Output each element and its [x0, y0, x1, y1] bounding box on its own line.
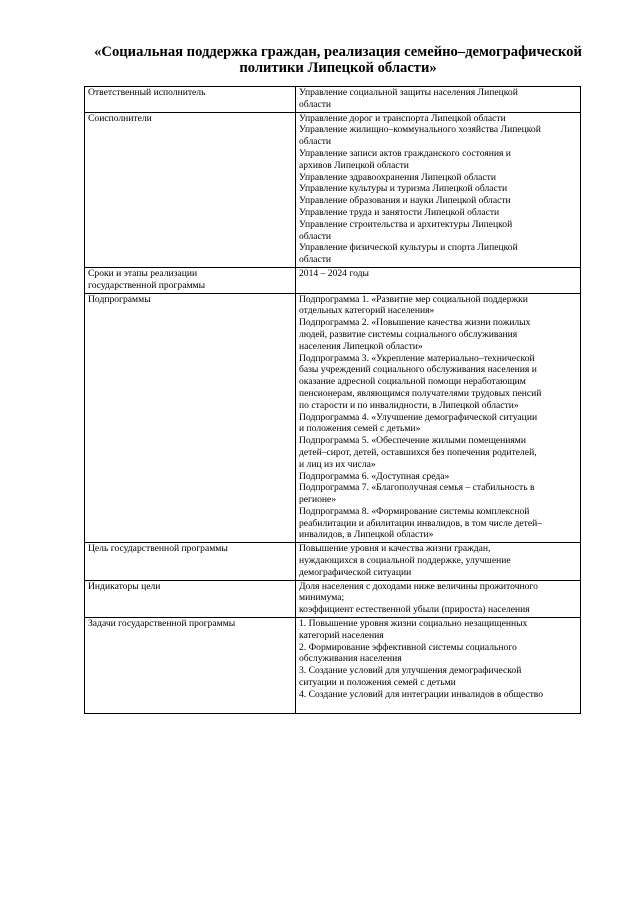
row-label-line: Ответственный исполнитель — [88, 87, 206, 98]
row-value-line: Управление труда и занятости Липецкой области — [299, 206, 500, 218]
row-value-line: регионе» — [299, 494, 337, 506]
row-value-line: населения Липецкой области» — [299, 340, 423, 352]
row-value-line: Повышение уровня и качества жизни граждан, — [299, 543, 491, 555]
row-value-line: реабилитации и абилитации инвалидов, в том числе детей– — [299, 517, 543, 529]
row-value-line: архивов Липецкой области — [299, 159, 409, 171]
row-label-cell — [85, 293, 296, 543]
row-value-cell — [296, 267, 581, 293]
table-row — [85, 87, 581, 113]
row-value-line: Управление культуры и туризма Липецкой области — [299, 183, 508, 195]
row-label-cell — [85, 112, 296, 267]
row-value-line: и лиц из их числа» — [299, 458, 376, 470]
row-value-line: коэффициент естественной убыли (прироста) населения — [299, 604, 530, 616]
row-label-cell — [85, 87, 296, 113]
row-value-line: 3. Создание условий для улучшения демографической — [299, 665, 522, 677]
row-label-line: государственной программы — [88, 279, 206, 291]
row-label-cell — [85, 618, 296, 714]
row-value-cell — [296, 293, 581, 543]
row-value-cell — [296, 580, 581, 617]
page-title-line: политики Липецкой области» — [239, 60, 437, 76]
row-value-cell — [296, 543, 581, 580]
row-label-line: Соисполнители — [88, 112, 152, 124]
row-value-line: 4. Создание условий для интеграции инвалидов в общество — [299, 688, 544, 700]
table-row — [85, 543, 581, 580]
row-value-line: оказание адресной социальной помощи неработающим — [299, 376, 526, 388]
row-value-line: Управление строительства и архитектуры Липецкой — [299, 218, 513, 230]
row-label-cell — [85, 267, 296, 293]
row-value-line: Подпрограмма 1. «Развитие мер социальной поддержки — [299, 293, 528, 305]
row-value-line: Управление записи актов гражданского состояния и — [299, 147, 511, 159]
table-row — [85, 112, 581, 267]
row-value-line: людей, развитие системы социального обслуживания — [299, 328, 518, 340]
row-label-line: Цель государственной программы — [88, 543, 228, 555]
table-row — [85, 618, 581, 714]
row-value-line: Подпрограмма 4. «Улучшение демографической ситуации — [299, 411, 538, 423]
row-value-line: категорий населения — [299, 629, 384, 641]
table-row — [85, 293, 581, 543]
row-value-line: области — [299, 98, 332, 110]
row-value-line: нуждающихся в социальной поддержке, улучшение — [299, 555, 511, 567]
row-value-line: Управление дорог и транспорта Липецкой области — [299, 112, 506, 124]
row-value-cell — [296, 618, 581, 714]
row-value-line: базы учреждений социального обслуживания населения и — [299, 364, 537, 376]
row-value-line: Доля населения с доходами ниже величины прожиточного — [299, 580, 538, 592]
row-value-line: Подпрограмма 2. «Повышение качества жизни пожилых — [299, 317, 531, 329]
table-row — [85, 580, 581, 617]
row-value-line — [299, 701, 578, 713]
row-value-line: Подпрограмма 7. «Благополучная семья – стабильность в — [299, 482, 535, 494]
row-value-line: минимума; — [299, 592, 345, 604]
row-label-line: Индикаторы цели — [88, 580, 161, 592]
row-value-line: 2014 – 2024 годы — [299, 267, 369, 279]
row-value-line: Подпрограмма 8. «Формирование системы комплексной — [299, 505, 530, 517]
row-value-line: Подпрограмма 5. «Обеспечение жилыми помещениями — [299, 435, 526, 447]
row-value-line: Подпрограмма 6. «Доступная среда» — [299, 470, 450, 482]
row-label-line: Подпрограммы — [88, 293, 151, 305]
row-value-line: детей–сирот, детей, оставшихся без попечения родителей, — [299, 446, 537, 458]
row-value-line: Управление здравоохранения Липецкой области — [299, 171, 496, 183]
row-value-line: демографической ситуации — [299, 566, 412, 578]
row-value-line: ситуации и положения семей с детьми — [299, 677, 456, 689]
row-value-line: Управление жилищно–коммунального хозяйства Липецкой — [299, 124, 541, 136]
row-value-cell — [296, 112, 581, 267]
row-value-line: Управление социальной защиты населения Липецкой — [299, 87, 518, 98]
page-title — [80, 44, 596, 76]
row-label-cell — [85, 580, 296, 617]
row-value-line: и положения семей с детьми» — [299, 423, 421, 435]
row-label-line: Сроки и этапы реализации — [88, 267, 198, 279]
row-value-line: Подпрограмма 3. «Укрепление материально–технической — [299, 352, 535, 364]
row-value-line: инвалидов, в Липецкой области» — [299, 529, 434, 541]
row-value-line: пенсионерам, являющимся получателями трудовых пенсий — [299, 387, 542, 399]
row-value-line: Управление физической культуры и спорта Липецкой — [299, 242, 518, 254]
row-value-line: обслуживания населения — [299, 653, 402, 665]
row-value-line: отдельных категорий населения» — [299, 305, 435, 317]
page-title-line: «Социальная поддержка граждан, реализация семейно–демографической — [94, 44, 582, 60]
row-value-line: по старости и по инвалидности, в Липецкой области» — [299, 399, 519, 411]
program-passport-table — [84, 86, 581, 714]
program-passport-body — [85, 87, 581, 714]
row-value-line: 2. Формирование эффективной системы социального — [299, 641, 517, 653]
row-value-line: 1. Повышение уровня жизни социально незащищенных — [299, 618, 528, 630]
row-value-cell — [296, 87, 581, 113]
row-value-line: области — [299, 136, 332, 148]
row-label-cell — [85, 543, 296, 580]
row-value-line: Управление образования и науки Липецкой области — [299, 195, 511, 207]
row-label-line: Задачи государственной программы — [88, 618, 236, 630]
row-value-line: области — [299, 230, 332, 242]
table-row — [85, 267, 581, 293]
row-value-line: области — [299, 254, 332, 266]
